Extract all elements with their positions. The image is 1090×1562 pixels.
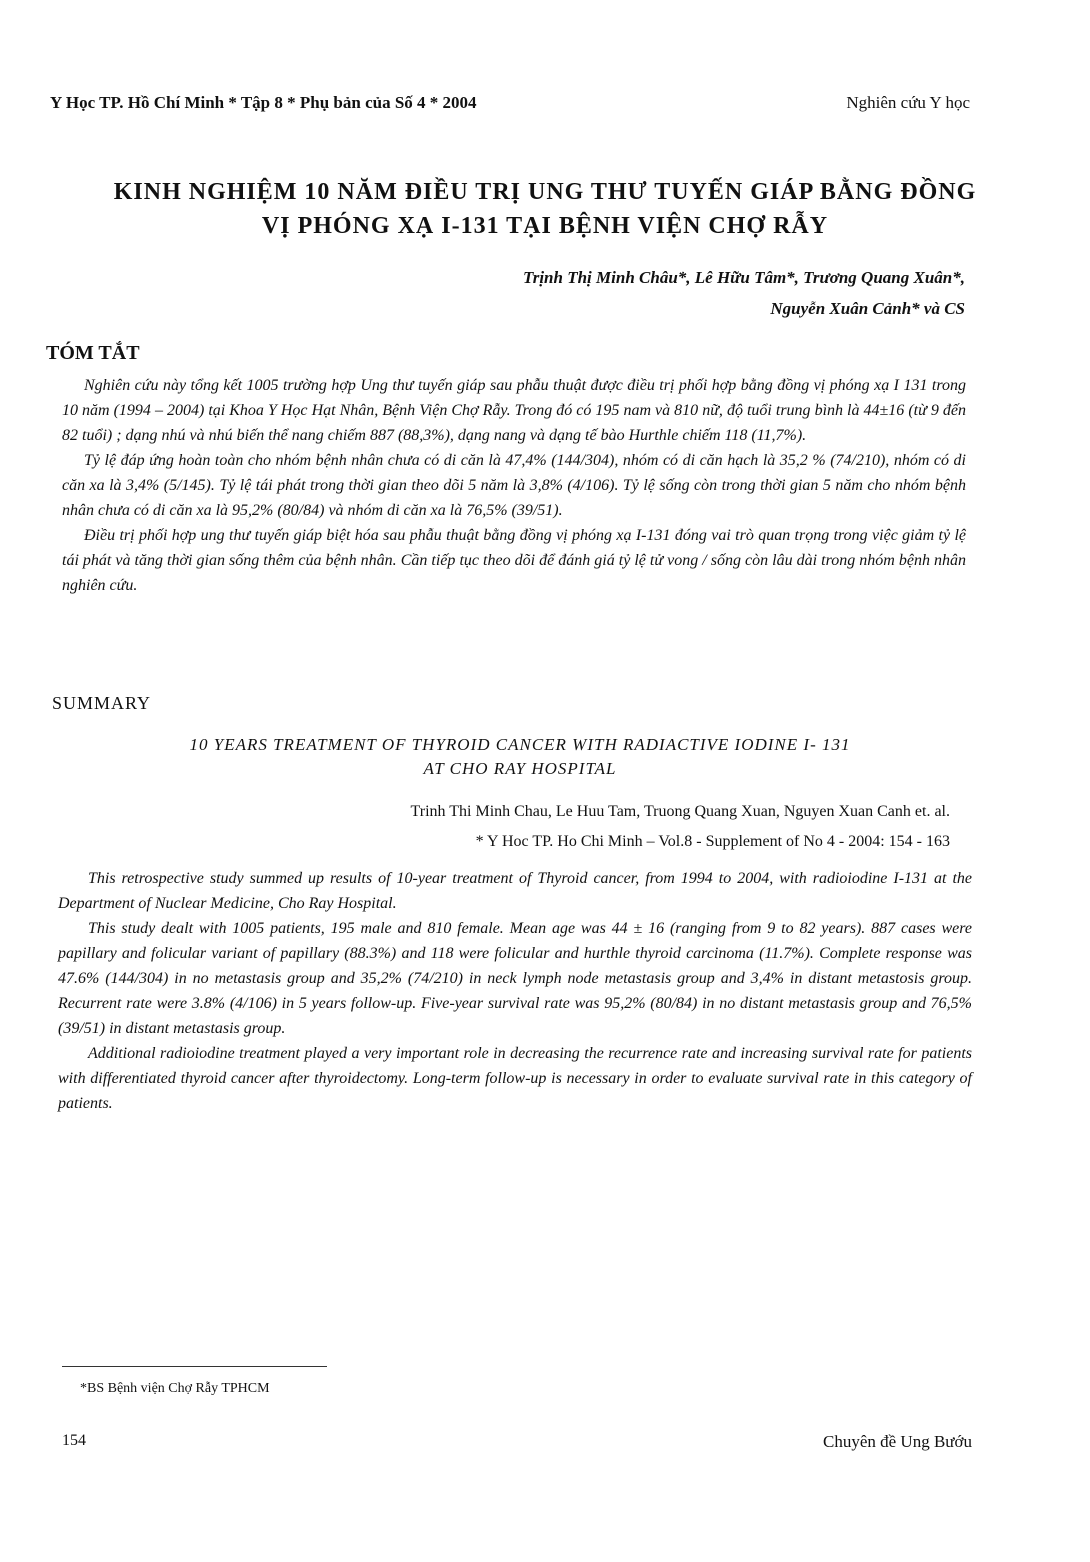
page-number: 154 <box>62 1432 86 1449</box>
english-title <box>90 733 950 781</box>
abstract-paragraph: Nghiên cứu này tổng kết 1005 trường hợp Ung thư tuyến giáp sau phẫu thuật được điều trị phối hợp bằng đồng vị phóng xạ I 131 trong 10 năm (1994 – 2004) tại Khoa Y Học Hạt Nhân, Bệnh Viện Chợ Rẫy. Trong đó có 195 nam và 810 nữ, độ tuổi trung bình là 44±16 (từ 9 đến 82 tuổi) ; dạng nhú và nhú biến thể nang chiếm 887 (88,3%), dạng nang và dạng tế bào Hurthle chiếm 118 (11,7%). <box>62 377 966 444</box>
section-label: Nghiên cứu Y học <box>846 93 970 112</box>
summary-paragraph: This retrospective study summed up results of 10-year treatment of Thyroid cancer, from 1994 to 2004, with radioiodine I-131 at the Department of Nuclear Medicine, Cho Ray Hospital. <box>58 870 972 912</box>
summary-paragraph: This study dealt with 1005 patients, 195 male and 810 female. Mean age was 44 ± 16 (ranging from 9 to 82 years). 887 cases were papillary and folicular variant of papillary (88.3%) and 118 were folicular and hurthle thyroid carcinoma (11.7%). Complete response was 47.6% (144/304) in no metastasis group and 35,2% (74/210) in neck lymph node metastasis group and 3,4% in distant metastosis group. Recurrent rate were 3.8% (4/106) in 5 years follow-up. Five-year survival rate was 95,2% (80/84) in no distant metastasis group and 76,5% (39/51) in distant metastasis group. <box>58 920 972 1037</box>
vietnamese-abstract-heading: TÓM TẮT <box>46 342 140 364</box>
affiliation-footnote: *BS Bệnh viện Chợ Rẫy TPHCM <box>80 1381 270 1396</box>
summary-paragraph: Additional radioiodine treatment played a very important role in decreasing the recurrence rate and increasing survival rate for patients with differentiated thyroid cancer after thyroidectomy. Long-term follow-up is necessary in order to evaluate survival rate in this category of patients. <box>58 1045 972 1112</box>
english-title-line-2: AT CHO RAY HOSPITAL <box>423 759 617 778</box>
journal-citation-header: Y Học TP. Hồ Chí Minh * Tập 8 * Phụ bản của Số 4 * 2004 <box>50 93 477 112</box>
author-line-2: Nguyễn Xuân Cảnh* và CS <box>770 299 965 318</box>
topic-footer: Chuyên đề Ung Bướu <box>823 1432 972 1451</box>
english-author-block <box>150 797 950 857</box>
summary-heading: SUMMARY <box>52 693 152 713</box>
english-authors: Trinh Thi Minh Chau, Le Huu Tam, Truong Quang Xuan, Nguyen Xuan Canh et. al. <box>410 803 950 820</box>
title-line-1: KINH NGHIỆM 10 NĂM ĐIỀU TRỊ UNG THƯ TUYẾN GIÁP BẰNG ĐỒNG <box>113 179 977 205</box>
article-title <box>40 175 1050 243</box>
author-line-1: Trịnh Thị Minh Châu*, Lê Hữu Tâm*, Trương Quang Xuân*, <box>522 268 965 287</box>
english-title-line-1: 10 YEARS TREATMENT OF THYROID CANCER WITH RADIACTIVE IODINE I- 131 <box>189 735 851 754</box>
english-abstract <box>58 866 972 1116</box>
author-list <box>265 262 965 324</box>
footnote-divider <box>62 1366 327 1367</box>
citation-line: * Y Hoc TP. Ho Chi Minh – Vol.8 - Supplement of No 4 - 2004: 154 - 163 <box>475 833 950 850</box>
abstract-paragraph: Điều trị phối hợp ung thư tuyến giáp biệt hóa sau phẫu thuật bằng đồng vị phóng xạ I-131 đóng vai trò quan trọng trong việc giảm tỷ lệ tái phát và tăng thời gian sống thêm của bệnh nhân. Cần tiếp tục theo dõi để đánh giá tỷ lệ tử vong / sống còn lâu dài trong nhóm bệnh nhân nghiên cứu. <box>62 527 966 594</box>
abstract-paragraph: Tỷ lệ đáp ứng hoàn toàn cho nhóm bệnh nhân chưa có di căn là 47,4% (144/304), nhóm có di căn hạch là 35,2 % (74/210), nhóm có di căn xa là 3,4% (5/145). Tỷ lệ tái phát trong thời gian theo dõi 5 năm là 3,8% (4/106). Tỷ lệ sống còn trong thời gian 5 năm cho nhóm bệnh nhân chưa có di căn xa là 95,2% (80/84) và nhóm di căn xa là 76,5% (39/51). <box>62 452 966 519</box>
vietnamese-abstract <box>62 373 966 598</box>
title-line-2: VỊ PHÓNG XẠ I-131 TẠI BỆNH VIỆN CHỢ RẪY <box>261 213 829 239</box>
